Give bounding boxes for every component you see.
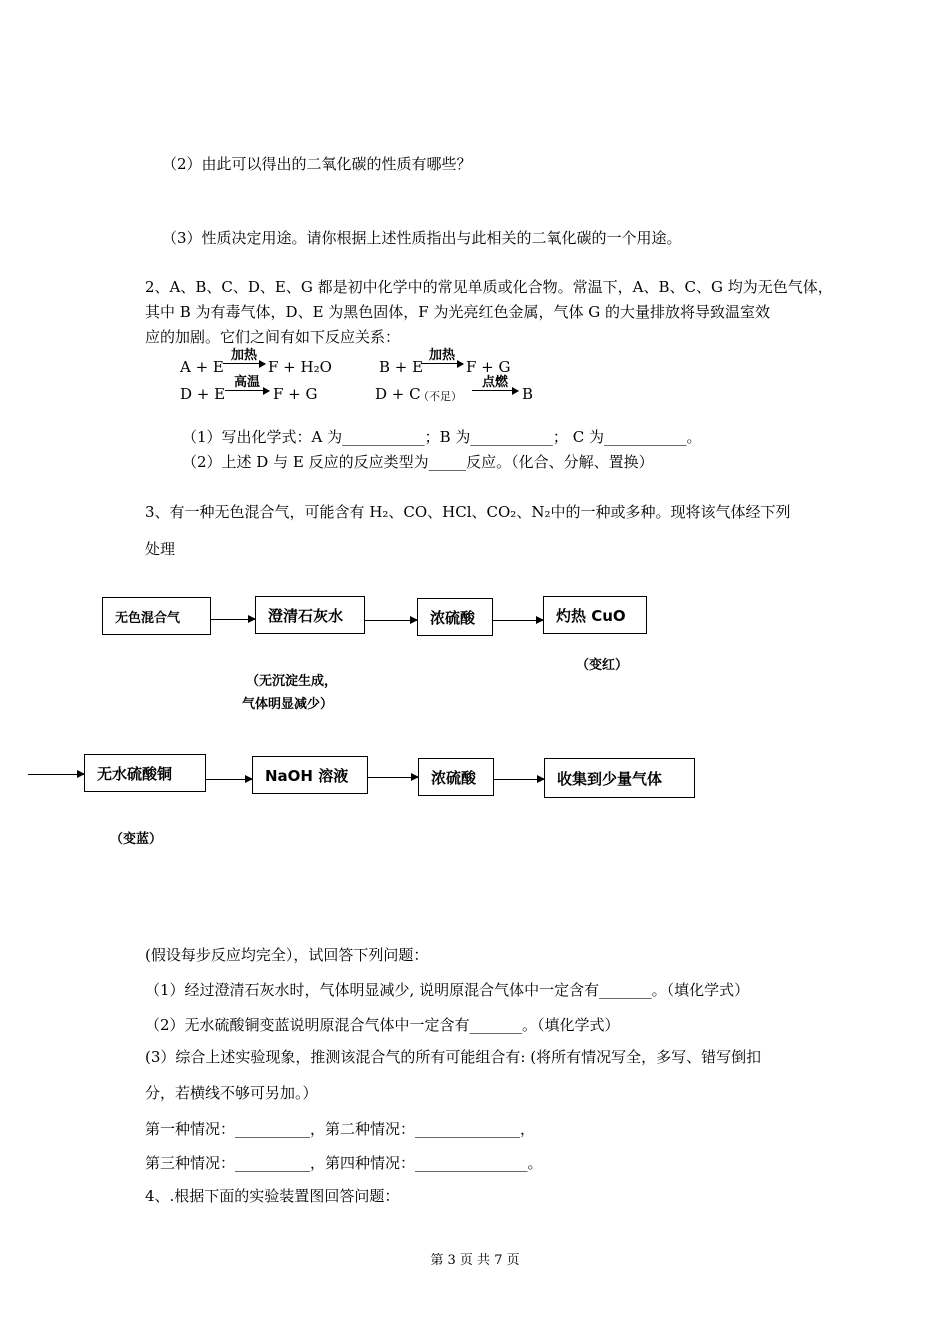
note-limewater-1: （无沉淀生成， — [246, 674, 338, 689]
flow-box-collect: 收集到少量气体 — [544, 758, 695, 798]
reaction-1-reactants: A + E — [180, 358, 224, 376]
flow-box-mixed-gas: 无色混合气 — [102, 597, 211, 635]
reaction-3-reactants: D + E — [180, 385, 226, 403]
flow-box-limewater: 澄清石灰水 — [255, 596, 365, 634]
q3-ask3b: 分，若横线不够可另加。） — [145, 1084, 318, 1102]
reaction-3-condition: 高温 — [233, 375, 260, 390]
flow-box-hot-cuo: 灼热 CuO — [543, 596, 647, 634]
q3-ask2: （2）无水硫酸铜变蓝说明原混合气体中一定含有_______。（填化学式） — [145, 1016, 620, 1034]
flow-box-h2so4-1: 浓硫酸 — [417, 598, 493, 636]
flow-arrow-2 — [365, 620, 417, 621]
flow-arrow-5 — [206, 779, 252, 780]
flow-arrow-6 — [368, 777, 418, 778]
flow-arrow-1 — [211, 619, 255, 620]
q1-sub2: （2）由此可以得出的二氧化碳的性质有哪些？ — [162, 155, 472, 173]
reaction-4-reactants: D + C — [375, 385, 421, 403]
note-cuo-red: （变红） — [576, 658, 629, 673]
note-limewater-2: 气体明显减少） — [242, 697, 334, 712]
reaction-2-products: F + G — [466, 358, 511, 376]
q2-ask1: （1）写出化学式：A 为___________；B 为___________； C 为___________。 — [182, 428, 702, 446]
reaction-3-products: F + G — [273, 385, 318, 403]
reaction-4-products: B — [522, 385, 534, 403]
reaction-1-condition: 加热 — [230, 348, 257, 363]
q3-case12: 第一种情况：__________，第二种情况：______________， — [145, 1120, 536, 1138]
reaction-2-condition: 加热 — [428, 348, 455, 363]
q4-line1: 4、.根据下面的实验装置图回答问题： — [145, 1187, 400, 1205]
flow-arrow-4 — [28, 774, 84, 775]
reaction-1-products: F + H₂O — [268, 358, 332, 376]
flow-arrow-7 — [494, 779, 544, 780]
q3-ask1: （1）经过澄清石灰水时，气体明显减少, 说明原混合气体中一定含有_______。（填化学式） — [145, 981, 750, 999]
q3-line1: 3、有一种无色混合气，可能含有 H₂、CO、HCl、CO₂、N₂中的一种或多种。现将该气体经下列 — [145, 503, 791, 521]
flow-box-naoh: NaOH 溶液 — [252, 756, 368, 794]
q1-sub3: （3）性质决定用途。请你根据上述性质指出与此相关的二氧化碳的一个用途。 — [162, 229, 682, 247]
reaction-4-condition: 点燃 — [481, 375, 508, 390]
q3-line2: 处理 — [145, 540, 176, 558]
q2-ask2: （2）上述 D 与 E 反应的反应类型为_____反应。（化合、分解、置换） — [182, 453, 654, 471]
reaction-2-arrow — [421, 349, 463, 364]
reaction-4-arrow — [472, 376, 518, 391]
q2-line2: 其中 B 为有毒气体，D、E 为黑色固体，F 为光亮红色金属，气体 G 的大量排放将导致温室效 — [145, 303, 771, 321]
q3-assume: (假设每步反应均完全），试回答下列问题： — [145, 946, 429, 964]
flow-box-cuso4: 无水硫酸铜 — [84, 754, 206, 792]
q2-line3: 应的加剧。它们之间有如下反应关系： — [145, 328, 401, 346]
reaction-4-note: （不足） — [418, 390, 462, 403]
page-footer: 第 3 页 共 7 页 — [430, 1253, 520, 1268]
reaction-3-arrow — [225, 376, 269, 391]
q2-line1: 2、A、B、C、D、E、G 都是初中化学中的常见单质或化合物。常温下，A、B、C、G 均为无色气体， — [145, 278, 833, 296]
reaction-1-arrow — [223, 349, 265, 364]
flow-box-h2so4-2: 浓硫酸 — [418, 758, 494, 796]
flow-arrow-3 — [493, 620, 543, 621]
reaction-2-reactants: B + E — [379, 358, 424, 376]
note-cuso4-blue: （变蓝） — [110, 832, 163, 847]
q3-ask3a: (3）综合上述实验现象，推测该混合气的所有可能组合有: (将所有情况写全，多写、错写倒扣 — [145, 1048, 762, 1066]
q3-case34: 第三种情况：__________，第四种情况：_______________。 — [145, 1154, 543, 1172]
